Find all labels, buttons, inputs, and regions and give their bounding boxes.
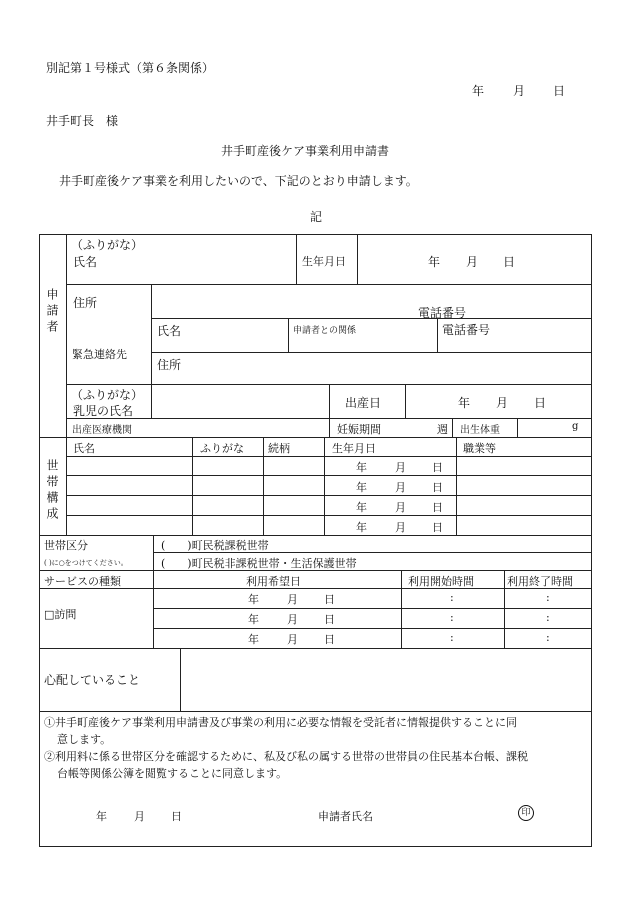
ki-label: 記: [310, 210, 323, 224]
header-date-day: 日: [553, 84, 566, 98]
row-date-year: 年: [356, 521, 367, 534]
infant-furigana-label: （ふりがな）: [71, 388, 144, 402]
emergency-address-label: 住所: [157, 358, 182, 372]
visit-checkbox[interactable]: □訪問: [44, 608, 77, 621]
category-option-exempt[interactable]: ( )町民税非課税世帯・生活保護世帯: [161, 557, 357, 570]
signature-date-day: 日: [171, 810, 182, 823]
furigana-label: （ふりがな）: [71, 238, 144, 252]
category-label: 世帯区分: [44, 539, 88, 552]
row-date-year: 年: [356, 501, 367, 514]
emergency-contact-label: 緊急連絡先: [72, 348, 127, 361]
consent-item-2-line-1: ②利用料に係る世帯区分を確認するために、私及び私の属する世帯の世帯員の住民基本台帳、課税: [44, 750, 528, 763]
header-date-year: 年: [472, 84, 485, 98]
weight-unit: g: [572, 421, 579, 432]
consent-item-1-line-2: 意します。: [57, 733, 112, 746]
household-col-furigana: ふりがな: [200, 442, 244, 455]
service-date-day: 日: [324, 613, 335, 626]
birth-day-label: 出産日: [345, 396, 382, 410]
service-start-colon: :: [450, 611, 454, 624]
service-start-label: 利用開始時間: [408, 575, 474, 588]
applicant-section-label: 申請者: [45, 288, 59, 336]
hospital-label: 出産医療機関: [72, 425, 132, 436]
infant-name-label: 乳児の氏名: [73, 404, 134, 418]
household-col-relation: 続柄: [268, 442, 290, 455]
consent-item-2-line-2: 台帳等関係公簿を閲覧することに同意します。: [57, 767, 288, 780]
household-col-birthdate: 生年月日: [332, 442, 376, 455]
row-date-month: 月: [395, 501, 406, 514]
service-date-year: 年: [248, 613, 259, 626]
service-date-month: 月: [287, 613, 298, 626]
row-date-month: 月: [395, 481, 406, 494]
service-end-colon: :: [546, 631, 550, 644]
birthdate-year: 年: [428, 255, 441, 269]
row-date-day: 日: [432, 461, 443, 474]
signature-date-year: 年: [96, 810, 107, 823]
emergency-name-label: 氏名: [157, 324, 182, 338]
row-date-day: 日: [432, 521, 443, 534]
birth-day-month: 月: [496, 396, 509, 410]
header-date-month: 月: [513, 84, 526, 98]
row-date-day: 日: [432, 501, 443, 514]
intro-text: 井手町産後ケア事業を利用したいので、下記のとおり申請します。: [59, 174, 418, 188]
weight-label: 出生体重: [460, 425, 500, 436]
row-date-month: 月: [395, 461, 406, 474]
seal-icon: 印: [518, 805, 534, 821]
service-start-colon: :: [450, 631, 454, 644]
service-date-month: 月: [287, 593, 298, 606]
row-date-year: 年: [356, 481, 367, 494]
signature-date-month: 月: [134, 810, 145, 823]
birth-day-day: 日: [534, 396, 547, 410]
row-date-month: 月: [395, 521, 406, 534]
category-option-taxed[interactable]: ( )町民税課税世帯: [161, 539, 269, 552]
birthdate-day: 日: [503, 255, 516, 269]
service-start-colon: :: [450, 591, 454, 604]
phone-label: 電話番号: [418, 306, 467, 320]
applicant-name-label: 申請者氏名: [318, 810, 373, 823]
service-end-colon: :: [546, 591, 550, 604]
household-col-occupation: 職業等: [463, 442, 496, 455]
household-section-label: 世帯構成: [45, 459, 59, 523]
week-unit: 週: [437, 423, 448, 436]
service-type-label: サービスの種類: [44, 575, 121, 588]
emergency-phone-label: 電話番号: [442, 323, 491, 337]
document-title: 井手町産後ケア事業利用申請書: [221, 144, 390, 158]
address-label: 住所: [73, 296, 98, 310]
birthdate-label: 生年月日: [302, 255, 346, 268]
birth-day-year: 年: [458, 396, 471, 410]
service-end-label: 利用終了時間: [507, 575, 573, 588]
service-end-colon: :: [546, 611, 550, 624]
service-date-day: 日: [324, 593, 335, 606]
row-date-day: 日: [432, 481, 443, 494]
relation-label: 申請者との関係: [293, 326, 357, 336]
category-note: ( )に○をつけてください。: [44, 559, 128, 567]
service-date-year: 年: [248, 593, 259, 606]
pregnancy-label: 妊娠期間: [337, 423, 381, 436]
row-date-year: 年: [356, 461, 367, 474]
concern-label: 心配していること: [44, 673, 141, 687]
service-date-label: 利用希望日: [246, 575, 301, 588]
consent-item-1-line-1: ①井手町産後ケア事業利用申請書及び事業の利用に必要な情報を受託者に情報提供することに同: [44, 716, 517, 729]
household-col-name: 氏名: [73, 442, 95, 455]
service-date-year: 年: [248, 633, 259, 646]
addressee: 井手町長 様: [46, 114, 119, 128]
birthdate-month: 月: [466, 255, 479, 269]
service-date-day: 日: [324, 633, 335, 646]
name-label: 氏名: [73, 255, 98, 269]
service-date-month: 月: [287, 633, 298, 646]
form-number: 別記第１号様式（第６条関係）: [46, 61, 215, 75]
